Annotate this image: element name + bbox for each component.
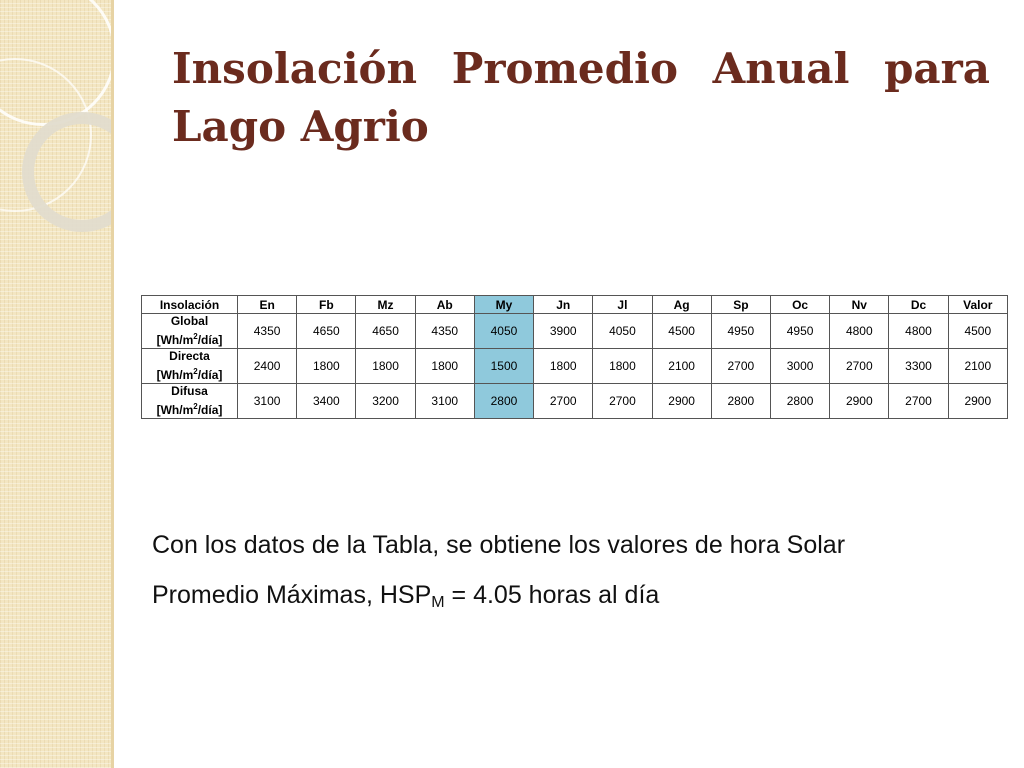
table-cell: 4650 bbox=[356, 314, 415, 349]
table-cell: 4050 bbox=[474, 314, 533, 349]
decorative-side-band bbox=[0, 0, 114, 768]
table-cell: 2800 bbox=[711, 384, 770, 419]
table-cell: 1500 bbox=[474, 349, 533, 384]
table-header-month: Jn bbox=[534, 296, 593, 314]
table-cell: 4350 bbox=[238, 314, 297, 349]
table-cell: 2900 bbox=[652, 384, 711, 419]
table-body bbox=[142, 314, 1008, 419]
table-header-month: Ab bbox=[415, 296, 474, 314]
table-cell: 2700 bbox=[534, 384, 593, 419]
row-unit-suffix: /día] bbox=[197, 403, 223, 417]
table-row bbox=[142, 349, 1008, 384]
table-cell: 2700 bbox=[711, 349, 770, 384]
table-cell: 4650 bbox=[297, 314, 356, 349]
table-cell: 3300 bbox=[889, 349, 948, 384]
table-row bbox=[142, 314, 1008, 349]
row-unit-exponent: 2 bbox=[193, 367, 198, 376]
table-cell: 2900 bbox=[830, 384, 889, 419]
table-cell: 1800 bbox=[297, 349, 356, 384]
table-cell: 2100 bbox=[652, 349, 711, 384]
table-cell: 1800 bbox=[415, 349, 474, 384]
table-cell: 4500 bbox=[652, 314, 711, 349]
table-cell: 1800 bbox=[593, 349, 652, 384]
table-header-month: Jl bbox=[593, 296, 652, 314]
insolation-table bbox=[141, 295, 1008, 419]
row-unit: [Wh/m bbox=[156, 403, 194, 417]
table-header-month: My bbox=[474, 296, 533, 314]
row-unit-suffix: /día] bbox=[197, 368, 223, 382]
table-header-row bbox=[142, 296, 1008, 314]
table-cell: 3200 bbox=[356, 384, 415, 419]
table-cell: 2700 bbox=[830, 349, 889, 384]
table-cell: 4950 bbox=[770, 314, 829, 349]
conclusion-line-2-post: = 4.05 horas al día bbox=[444, 581, 660, 609]
table-header-month: Oc bbox=[770, 296, 829, 314]
table-header-month: Mz bbox=[356, 296, 415, 314]
conclusion-line-2-pre: Promedio Máximas, HSP bbox=[152, 581, 432, 609]
conclusion-line-1: Con los datos de la Tabla, se obtiene los valores de hora Solar bbox=[152, 531, 846, 559]
row-name: Directa bbox=[169, 349, 210, 363]
table-cell: 2700 bbox=[593, 384, 652, 419]
row-unit: [Wh/m bbox=[156, 368, 194, 382]
row-unit: [Wh/m bbox=[156, 333, 194, 347]
table-cell: 2900 bbox=[948, 384, 1007, 419]
row-unit-exponent: 2 bbox=[193, 402, 198, 411]
table-row-label bbox=[142, 384, 238, 419]
table-header-label: Insolación bbox=[142, 296, 238, 314]
hsp-subscript: M bbox=[431, 594, 445, 611]
table-cell: 3100 bbox=[238, 384, 297, 419]
insolation-table-container bbox=[141, 295, 1008, 419]
table-cell: 1800 bbox=[534, 349, 593, 384]
table-cell: 3100 bbox=[415, 384, 474, 419]
table-row-label bbox=[142, 314, 238, 349]
table-header-month: Nv bbox=[830, 296, 889, 314]
table-cell: 4950 bbox=[711, 314, 770, 349]
row-unit-suffix: /día] bbox=[197, 333, 223, 347]
table-row bbox=[142, 384, 1008, 419]
table-cell: 2800 bbox=[474, 384, 533, 419]
table-header-month: Valor bbox=[948, 296, 1007, 314]
table-cell: 4050 bbox=[593, 314, 652, 349]
table-cell: 2700 bbox=[889, 384, 948, 419]
table-header-month: Sp bbox=[711, 296, 770, 314]
table-cell: 3000 bbox=[770, 349, 829, 384]
table-header-month: Fb bbox=[297, 296, 356, 314]
row-name: Difusa bbox=[171, 384, 208, 398]
table-cell: 4800 bbox=[830, 314, 889, 349]
table-cell: 1800 bbox=[356, 349, 415, 384]
table-cell: 3400 bbox=[297, 384, 356, 419]
table-cell: 2800 bbox=[770, 384, 829, 419]
row-name: Global bbox=[170, 314, 209, 328]
slide-title: Insolación Promedio Anual para Lago Agrio bbox=[172, 44, 990, 151]
row-unit-exponent: 2 bbox=[193, 332, 198, 341]
table-cell: 3900 bbox=[534, 314, 593, 349]
conclusion-text bbox=[152, 520, 986, 628]
table-cell: 4800 bbox=[889, 314, 948, 349]
table-header-month: Dc bbox=[889, 296, 948, 314]
table-cell: 4500 bbox=[948, 314, 1007, 349]
table-cell: 4350 bbox=[415, 314, 474, 349]
table-cell: 2400 bbox=[238, 349, 297, 384]
table-cell: 2100 bbox=[948, 349, 1007, 384]
table-header-month: En bbox=[238, 296, 297, 314]
table-row-label bbox=[142, 349, 238, 384]
table-header-month: Ag bbox=[652, 296, 711, 314]
